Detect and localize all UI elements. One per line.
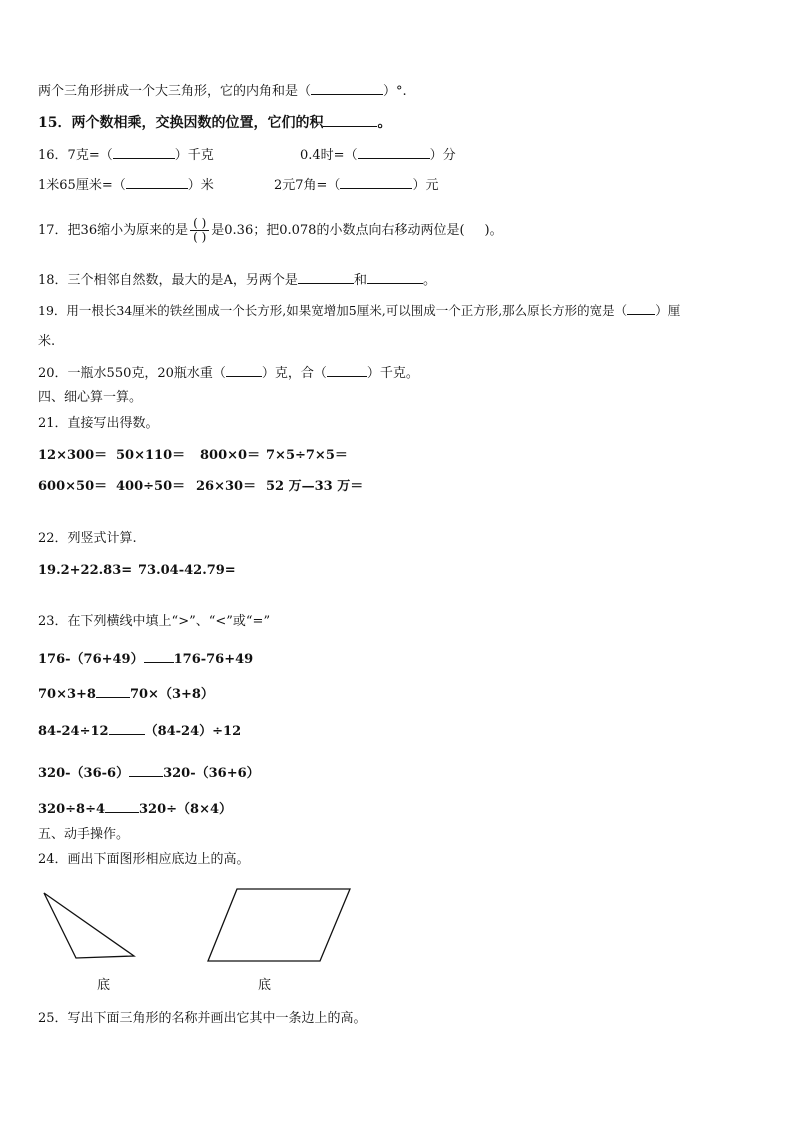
q21-expr: 26×30＝ [196, 479, 257, 494]
q16-blank-4[interactable] [340, 176, 412, 189]
q16-text-2a: 1米65厘米=（ [38, 178, 126, 193]
q14-text-b: ）°. [383, 84, 407, 99]
q18-line [38, 271, 436, 290]
q23-left: 320÷8÷4 [38, 802, 106, 817]
q16-text-1a: 16．7克=（ [38, 148, 113, 163]
q16-blank-1[interactable] [113, 146, 175, 159]
q21-title: 21．直接写出得数。 [38, 416, 159, 431]
q21-expr: 52 万—33 万＝ [266, 479, 364, 494]
q23-row [38, 722, 241, 741]
q23-blank[interactable] [144, 650, 174, 663]
q23-blank[interactable] [96, 685, 130, 698]
q23-blank[interactable] [129, 764, 163, 777]
q23-left: 70×3+8 [38, 687, 96, 702]
q16-blank-3[interactable] [126, 176, 188, 189]
q16-text-1b: ）千克 [174, 148, 214, 163]
q18-blank-2[interactable] [367, 271, 423, 284]
q14-blank[interactable] [311, 82, 383, 95]
q17-text-b: 是0.36；把0.078的小数点向右移动两位是( [211, 223, 465, 238]
q16-line-1-right [300, 146, 456, 165]
q17-fraction-numerator: ( ) [193, 216, 207, 230]
q23-right: 70×（3+8） [129, 687, 214, 702]
q20-text-b: ）克，合（ [261, 366, 327, 381]
q18-text-c: 。 [422, 273, 436, 288]
q23-row [38, 650, 253, 669]
q21-expr: 400÷50＝ [116, 479, 186, 494]
q14-line [38, 82, 407, 101]
q18-text-b: 和 [353, 273, 367, 288]
q16-text-1c: 0.4时=（ [300, 148, 358, 163]
q25-title: 25．写出下面三角形的名称并画出它其中一条边上的高。 [38, 1011, 367, 1026]
q22-items [38, 562, 236, 580]
q23-blank[interactable] [109, 722, 145, 735]
q16-line-2-right [274, 176, 438, 195]
q21-expr: 50×110＝ [116, 448, 186, 463]
section-4-heading: 四、细心算一算。 [38, 390, 143, 405]
q21-expr: 600×50＝ [38, 479, 108, 494]
q15-line [38, 114, 391, 132]
q21-expr: 12×300＝ [38, 448, 108, 463]
q24-title: 24．画出下面图形相应底边上的高。 [38, 852, 250, 867]
triangle-shape [44, 893, 134, 958]
q17-text-c: )。 [484, 223, 503, 238]
q16-text-1d: ）分 [429, 148, 456, 163]
q20-blank-1[interactable] [226, 364, 262, 377]
q19-text-a: 19．用一根长34厘米的铁丝围成一个长方形,如果宽增加5厘米,可以围成一个正方形,那么原长方形的宽是（ [38, 303, 628, 318]
q23-left: 84-24÷12 [38, 724, 109, 739]
q16-line-2 [38, 176, 214, 195]
q16-blank-2[interactable] [358, 146, 430, 159]
section-5-heading: 五、动手操作。 [38, 827, 130, 842]
q20-text-a: 20．一瓶水550克，20瓶水重（ [38, 366, 226, 381]
q23-left: 320-（36-6） [38, 766, 130, 781]
q15-blank[interactable] [323, 114, 377, 127]
q20-blank-2[interactable] [327, 364, 367, 377]
q20-text-c: ）千克。 [366, 366, 419, 381]
q21-expr: 7×5÷7×5＝ [266, 448, 348, 463]
q23-right: 320-（36+6） [163, 766, 260, 781]
q23-left: 176-（76+49） [38, 652, 144, 667]
q24-triangle[interactable] [40, 890, 140, 960]
q21-row-1 [38, 447, 348, 465]
q19-blank[interactable] [627, 302, 655, 315]
q21-row-2 [38, 478, 363, 496]
q19-line-2 [38, 333, 55, 351]
q22-title: 22．列竖式计算. [38, 531, 137, 546]
q17-text-a: 17．把36缩小为原来的是 [38, 223, 189, 238]
q23-blank[interactable] [105, 800, 139, 813]
q23-right: 176-76+49 [173, 652, 254, 667]
q17-line [38, 214, 503, 248]
q15-text-a: 15．两个数相乘，交换因数的位置，它们的积 [38, 115, 324, 131]
q19-text-b: ）厘 [655, 303, 681, 318]
q16-text-2d: ）元 [412, 178, 439, 193]
parallelogram-shape [208, 889, 350, 961]
q18-text-a: 18．三个相邻自然数，最大的是A，另两个是 [38, 273, 298, 288]
q19-text-c: 米. [38, 334, 56, 349]
q23-row [38, 800, 232, 819]
q18-blank-1[interactable] [298, 271, 354, 284]
q20-line [38, 364, 419, 383]
q19-line-1 [38, 302, 680, 320]
q21-expr: 800×0＝ [200, 448, 261, 463]
q16-text-2b: ）米 [187, 178, 214, 193]
q22-item: 19.2+22.83= [38, 563, 133, 578]
q23-row [38, 685, 214, 704]
q17-fraction-denominator: ( ) [193, 230, 207, 244]
q17-fraction[interactable] [190, 217, 209, 244]
q23-row [38, 764, 260, 783]
q24-parallelogram-base-label: 底 [258, 978, 272, 993]
q24-parallelogram[interactable] [205, 885, 355, 965]
q24-triangle-base-label: 底 [97, 978, 111, 993]
q23-right: 320÷（8×4） [139, 802, 233, 817]
q14-text-a: 两个三角形拼成一个大三角形，它的内角和是（ [38, 84, 312, 99]
q23-title: 23．在下列横线中填上“>”、“<”或“=” [38, 614, 271, 629]
q22-item: 73.04-42.79= [138, 563, 236, 578]
q16-text-2c: 2元7角=（ [274, 178, 341, 193]
q15-text-b: 。 [377, 115, 392, 131]
q16-line-1 [38, 146, 214, 165]
q23-right: （84-24）÷12 [144, 724, 242, 739]
